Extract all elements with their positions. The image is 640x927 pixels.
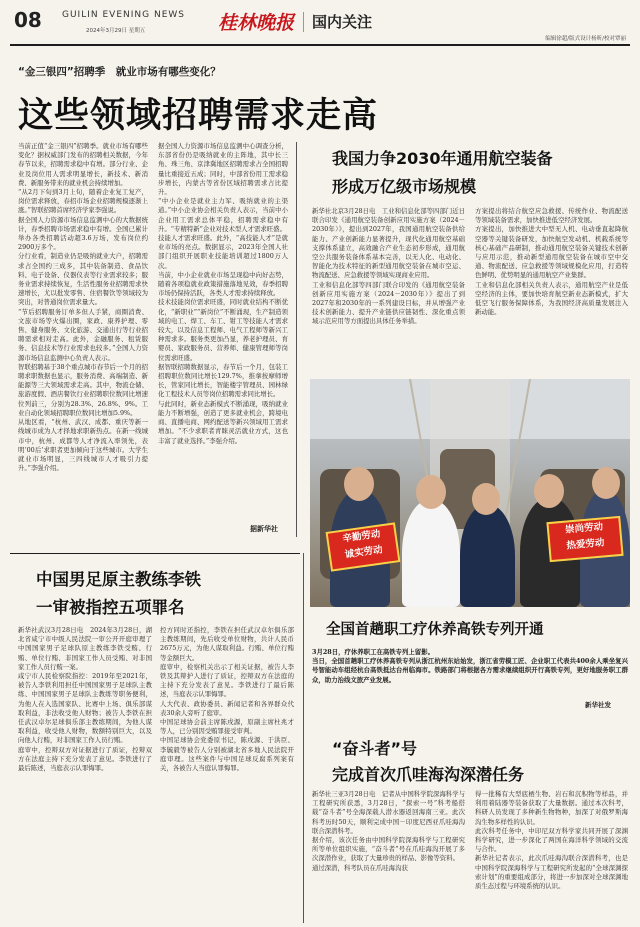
editor-credits: 编辑徐超/版式设计杨昕/校对覃丽 bbox=[545, 36, 626, 42]
deepsea-body-col1: 新华社三亚3月28日电 记者从中国科学院深海科学与工程研究所获悉，3月28日，“探索一号”科考船搭载“奋斗者”号全海深载人潜水器返回海南三亚。此次科考历时50天，顺利完成中国－印度尼西亚爪哇海沟联合深潜科考。 据介绍，该次任务由中国科学院深海科学与工程研究所等单位组织实施，“奋斗者”号在爪哇海沟开展了多次深潜作业，获取了大量珍贵的样品、影像等资料。 通过深潜，科考队员在爪哇海沟获 bbox=[312, 790, 465, 872]
banner-left-line1: 辛勤劳动 bbox=[341, 528, 382, 545]
aviation-body-col2: 方案提出将结合航空应急救援、传统作业、物流配送等领域装备需求，加快推进低空经济发展。 方案提出，加快推进大中型无人机、电动垂直起降航空器等关键装备研发，加快航空发动机、机载系统等核心基础产品研制，推动通用航空装备关键技术创新与应用示范，推动新型通用航空装备在城市空中交通、物流配送、应急救援等领域规模化应用，打造特色鲜明、优势明显的通用航空产业集群。 工业和信息化部相关负责人表示，通用航空产业是低空经济的主体，要加快培育航空新业态新模式，扩大低空飞行服务保障体系，为我国经济高质量发展注入新动能。 bbox=[475, 207, 628, 317]
coach-headline-1: 中国男足原主教练李铁 bbox=[36, 570, 201, 589]
train-summary: 当日，全国首趟职工疗休养高铁专列从浙江杭州东站始发，浙江省劳模工匠、企业职工代表共400余人乘坐复兴号智能动车组经杭台高铁抵达台州临海市。铁路部门将根据各方需求继续组织开行高铁专列，更好地服务职工群众，助力治线文旅产业发展。 bbox=[312, 657, 628, 684]
deepsea-headline-2: 完成首次爪哇海沟深潜任务 bbox=[332, 765, 525, 784]
aviation-headline-2: 形成万亿级市场规模 bbox=[332, 177, 477, 196]
newspaper-logo: 桂林晚报 bbox=[218, 12, 295, 34]
aviation-headline-1: 我国力争2030年通用航空装备 bbox=[332, 149, 553, 168]
lead-source: 据新华社 bbox=[250, 525, 278, 533]
deepsea-headline-1: “奋斗者”号 bbox=[332, 739, 418, 758]
date-line: 2024年3月29日 星期五 bbox=[86, 28, 146, 34]
lead-kicker: “金三银四”招聘季 就业市场有哪些变化？ bbox=[18, 66, 221, 78]
deepsea-body-col2: 得一批稀有大型底栖生物、岩石和沉积物等样品，并利用着陆器等装备获取了大量数据。通过本次科考，科研人员发现了多种新生物物种，加深了对俄罗斯海沟生物多样性的认识。 此次科考任务中，中印尼双方科学家共同开展了深渊科学研究，进一步深化了两国在海洋科学领域的交流与合作。 新华社记者表示，此次爪哇海沟联合深潜科考，也是中国科学院深海科学与工程研究所发起的“全球深渊探索计划”的重要组成部分，将进一步加深对全球深渊地质生态过程与环境系统的认识。 bbox=[475, 790, 628, 891]
section-title: 国内关注 bbox=[312, 13, 373, 31]
lead-body-col1: 当前正值“金三银四”招聘季。就业市场有哪些变化？据权威部门发布的招聘相关数据，今年春节以来，招聘需求稳中有增。部分行业、企业及岗位用人需求明显增长，新技术、新消费、新服务带来的就业机会持续增加。 “从2月下旬到3月上旬，随着企业复工复产，岗位需求释放，春招市场企业招聘规模逐渐上涨。”智联招聘首席经济学家李强说。 据全国人力资源市场信息监测中心的大数据统计，春季招聘市场需求稳中有增。全国已累计举办各类招聘活动超3.6万场，发布岗位约2900万多个。 分行业看，制造业仍是吸纳就业大户，招聘需求占全国约三成多，其中装备制造、食品饮料、电子设备、仪器仪表等行业需求较多；服务业需求持续恢复，生活性服务业招聘需求快速增长，尤以批发零售、住宿餐饮等领域较为突出，对普通岗位需求量大。 “节后招聘服务订单多但人手紧，商圈消费、文旅市场等火爆出圈，家政、康养护理、零售、健身服务、文化旅游、交通出行等行业招聘需求相对走高。此外，金融服务、租赁服务、信息技术等行业需求也较多。”全国人力资源市场信息监测中心负责人表示。 智联招聘基于38个重点城市春节后一个月的招聘求职数据也显示，服务消费、高端制造、新能源等三大领域需求走高。其中，物流仓储、旅游度假、酒店餐饮行业招聘职位数同比增速位列前三，分别为28.3%、26.8%、9%。工业自动化领域招聘职位数同比增加5.9%。 从地区看，“杭州、武汉、成都、重庆等新一线城市成为人才择地求职新热点。在新一线城市中，杭州、成都等人才净流入率领先，表明‘00后’求职者更加倾向于这些城市。大学生就业市场明显，三四线城市人才吸引力提升。”李强介绍。 bbox=[18, 142, 148, 473]
lead-body-col2: 据全国人力资源市场信息监测中心调查分析，东部省份仍是吸纳就业的主阵地，其中长三角、珠三角、京津冀地区招聘需求占全国招聘量比重接近五成；同时，中部省份用工需求稳步增长，内蒙古等省份区域招聘需求占比提升。 “中小企业是就业主力军、吸纳就业的主渠道。”中小企业协会相关负责人表示，当前中小企业用工需求总体平稳，招聘需求稳中有升。“专精特新”企业对技术型人才需求旺盛。 技能人才需求旺盛。此外，“高技能人才”是就业市场的亮点。数据显示，2023年全国人社部门组织开展职业技能培训超过1800万人次。 当前，中小企业就业市场呈现稳中向好态势，随着各项稳就业政策措施落地见效，春季招聘市场仍保持活跃，各类人才需求持续释放。 技术技能岗位需求旺盛，同时就业结构不断优化，“新职业”“新岗位”不断涌现，生产制造领域的电工、焊工、车工、钳工等技能人才需求较大，以及信息工程师、电气工程师等新兴工种需求多。服务类更加凸显，养老护理员、育婴员、家政服务员、营养师、健康管理师等岗位需求旺盛。 据智联招聘数据显示，春节后一个月，包装工招聘职位数同比增长129.7%，推拿按摩师增长，管家同比增长，智能楼宇管理员、园林绿化工程技术人员等岗位招聘需求同比增长。 与此同时，新业态新模式不断涌现，吸纳就业能力不断增强，创造了更多就业机会，跨境电商、直播电商、网约配送等新兴领域用工需求增加。“不少求职者青睐灵活就业方式，这也丰富了就业选择。”李强介绍。 bbox=[158, 142, 288, 445]
coach-top-rule bbox=[10, 553, 300, 554]
train-source: 新华社发 bbox=[585, 701, 611, 709]
banner-left-line2: 诚实劳动 bbox=[344, 544, 384, 561]
header-rule bbox=[10, 44, 630, 46]
lead-headline: 这些领域招聘需求走高 bbox=[18, 96, 379, 136]
train-caption-block bbox=[312, 648, 628, 694]
page-number: 08 bbox=[14, 8, 42, 32]
train-headline: 全国首趟职工疗休养高铁专列开通 bbox=[326, 622, 544, 638]
lower-column-divider bbox=[303, 553, 304, 923]
photo-banner-right bbox=[546, 516, 623, 562]
aviation-body-col1: 新华社北京3月28日电 工业和信息化部等四部门近日联合印发《通用航空装备创新应用实施方案（2024－2030年）》，提出到2027年，我国通用航空装备供给能力、产业创新能力显著提升，现代化通用航空基础支撑体系建立，高效融合产业生态初步形成，通用航空公共服务装备体系基本完善，以无人化、电动化、智能化为技术特征的新型通用航空装备在城市空运、物流配送、应急救援等领域实现商业应用。 工业和信息化部等四部门联合印发的《通用航空装备创新应用实施方案（2024－2030年）》提出了到2027年和2030年的一系列建设目标，并从增强产业技术创新能力、提升产业链供应链韧性、深化重点领域示范应用等方面提出具体任务举措。 bbox=[312, 207, 465, 326]
paper-name-en: GUILIN EVENING NEWS bbox=[62, 10, 185, 20]
train-photo bbox=[310, 379, 630, 607]
column-divider bbox=[296, 142, 297, 537]
coach-body-col1: 新华社武汉3月28日电 2024年3月28日，湖北省咸宁市中级人民法院一审公开开庭审理了中国国家男子足球队原主教练李铁受贿、行贿、单位行贿、非国家工作人员受贿、对非国家工作人员行贿一案。 咸宁市人民检察院指控：2019年至2021年，被告人李铁利用担任中国国家男子足球队主教练、中国国家男子足球队主教练等职务便利，为他人在入选国家队、比赛中上场、俱乐部谋取利益，非法收受他人财物；被告人李铁在担任武汉卓尔足球俱乐部主教练期间，为他人谋取利益，收受他人财物，数额特别巨大，以及向他人行贿，对非国家工作人员行贿。 庭审中，控辩双方对证据进行了质证，控辩双方在法庭主持下充分发表了意见。李铁进行了最后陈述，当庭表示认罪悔罪。 bbox=[18, 626, 152, 773]
photo-caption: 3月28日，疗休养职工在高铁专列上留影。 bbox=[312, 648, 434, 656]
coach-headline-2: 一审被指控五项罪名 bbox=[36, 598, 185, 617]
coach-body-col2: 控方同时还指控，李铁在担任武汉卓尔俱乐部主教练期间，先后收受单位财物，共计人民币2675万元，为他人谋取利益。行贿、单位行贿等金额巨大。 庭审中，检察机关出示了相关证据，被告人李铁及其辩护人进行了质证，控辩双方在法庭的主持下充分发表了意见。李铁进行了最后陈述，当庭表示认罪悔罪。 人大代表、政协委员、新闻记者和各界群众代表30余人旁听了庭审。 中国足球协会前主席陈戌源，原副主席杜兆才等人，已分别因受贿罪接受审判。 中国足球协会党委原书记，陈戌源、于洪臣、李毓毅等被告人分别被湖北省多地人民法院开庭审理。这些案件与中国足球反腐系列案有关，各被告人当庭认罪悔罪。 bbox=[160, 626, 294, 773]
banner-right-line2: 热爱劳动 bbox=[566, 537, 605, 552]
header-divider bbox=[303, 12, 304, 32]
banner-right-line1: 崇尚劳动 bbox=[564, 521, 604, 536]
